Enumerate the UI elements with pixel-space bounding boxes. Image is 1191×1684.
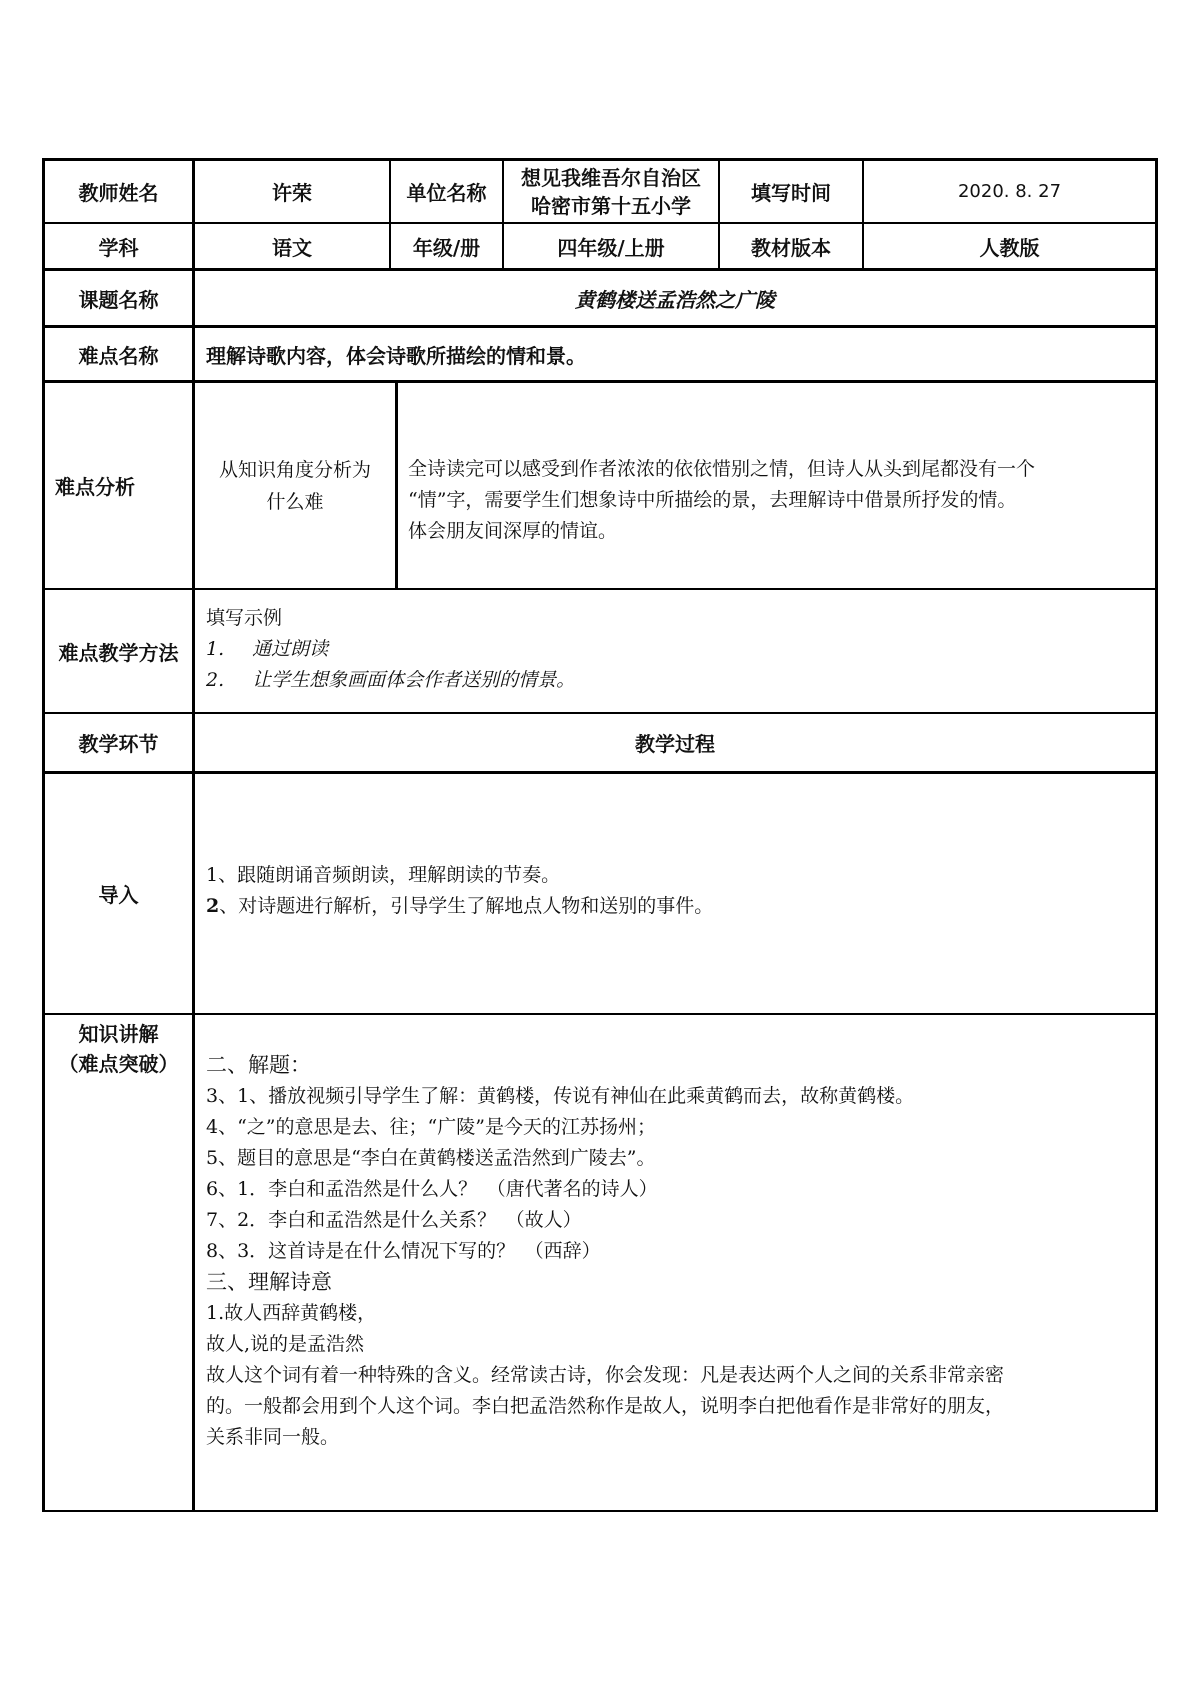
analysis-line: “情”字，需要学生们想象诗中所描绘的景，去理解诗中借景所抒发的情。 [408, 489, 1017, 511]
unit-value [504, 161, 718, 222]
date-label: 填写时间 [751, 181, 831, 205]
knowledge-text [206, 1050, 1151, 1453]
topic-label: 课题名称 [78, 287, 159, 312]
knowledge-line: 6、1．李白和孟浩然是什么人？ （唐代著名的诗人） [206, 1178, 658, 1200]
unit-line-1: 想见我维吾尔自治区 [521, 165, 701, 190]
teacher-name-value: 许荣 [272, 181, 312, 205]
explain-line: 关系非同一般。 [206, 1426, 340, 1448]
analysis-subheading [195, 383, 395, 588]
method-heading: 填写示例 [206, 607, 283, 629]
intro-line-2: 2、对诗题进行解析，引导学生了解地点人物和送别的事件。 [206, 895, 714, 917]
unit-label: 单位名称 [406, 181, 487, 205]
grade-value: 四年级/上册 [557, 235, 665, 260]
analysis-line: 全诗读完可以感受到作者浓浓的依依惜别之情，但诗人从头到尾都没有一个 [408, 458, 1036, 480]
knowledge-heading: 三、理解诗意 [206, 1270, 332, 1294]
knowledge-line: 3、1、播放视频引导学生了解：黄鹤楼，传说有神仙在此乘黄鹤而去，故称黄鹤楼。 [206, 1085, 915, 1107]
explain-line: 故人这个词有着一种特殊的含义。经常读古诗，你会发现：凡是表达两个人之间的关系非常亲密 [206, 1364, 1005, 1386]
analysis-sub-line-1: 从知识角度分析为 [218, 458, 371, 481]
difficulty-value: 理解诗歌内容，体会诗歌所描绘的情和景。 [206, 343, 586, 368]
explain-line: 故人,说的是孟浩然 [206, 1333, 365, 1355]
intro-label: 导入 [98, 883, 139, 907]
method-item: 1. 通过朗读 [206, 638, 329, 660]
knowledge-line: 8、3．这首诗是在什么情况下写的？ （西辞） [206, 1240, 601, 1262]
knowledge-label [45, 1015, 192, 1085]
teacher-name-label: 教师姓名 [78, 181, 159, 205]
unit-line-2: 哈密市第十五小学 [531, 193, 691, 218]
poem-line: 1.故人西辞黄鹤楼， [206, 1302, 377, 1324]
date-value: 2020. 8. 27 [957, 181, 1062, 202]
subject-value: 语文 [272, 235, 312, 260]
edition-value: 人教版 [979, 235, 1040, 260]
process-step-label: 教学环节 [78, 732, 159, 756]
knowledge-label-line-2: （难点突破） [58, 1052, 179, 1076]
method-text [206, 603, 1146, 696]
subject-label: 学科 [98, 235, 139, 260]
difficulty-label: 难点名称 [78, 343, 159, 368]
intro-line-1: 1、跟随朗诵音频朗读，理解朗读的节奏。 [206, 864, 561, 886]
analysis-text [408, 454, 1148, 547]
knowledge-label-line-1: 知识讲解 [78, 1022, 159, 1046]
analysis-label: 难点分析 [55, 475, 135, 499]
topic-value: 黄鹤楼送孟浩然之广陵 [575, 287, 775, 312]
knowledge-line: 5、题目的意思是“李白在黄鹤楼送孟浩然到广陵去”。 [206, 1147, 656, 1169]
knowledge-line: 4、“之”的意思是去、往；“广陵”是今天的江苏扬州； [206, 1116, 656, 1138]
process-heading: 教学过程 [635, 732, 715, 756]
method-item: 2. 让学生想象画面体会作者送别的情景。 [206, 669, 576, 691]
method-label: 难点教学方法 [58, 640, 179, 665]
edition-label: 教材版本 [751, 235, 831, 260]
knowledge-line: 7、2．李白和孟浩然是什么关系？ （故人） [206, 1209, 582, 1231]
intro-text [206, 860, 1146, 922]
explain-line: 的。一般都会用到个人这个词。李白把孟浩然称作是故人，说明李白把他看作是非常好的朋友， [206, 1395, 1005, 1417]
analysis-line: 体会朋友间深厚的情谊。 [408, 520, 618, 542]
grade-label: 年级/册 [412, 235, 481, 260]
knowledge-heading: 二、解题： [206, 1053, 311, 1077]
analysis-sub-line-2: 什么难 [266, 490, 324, 513]
